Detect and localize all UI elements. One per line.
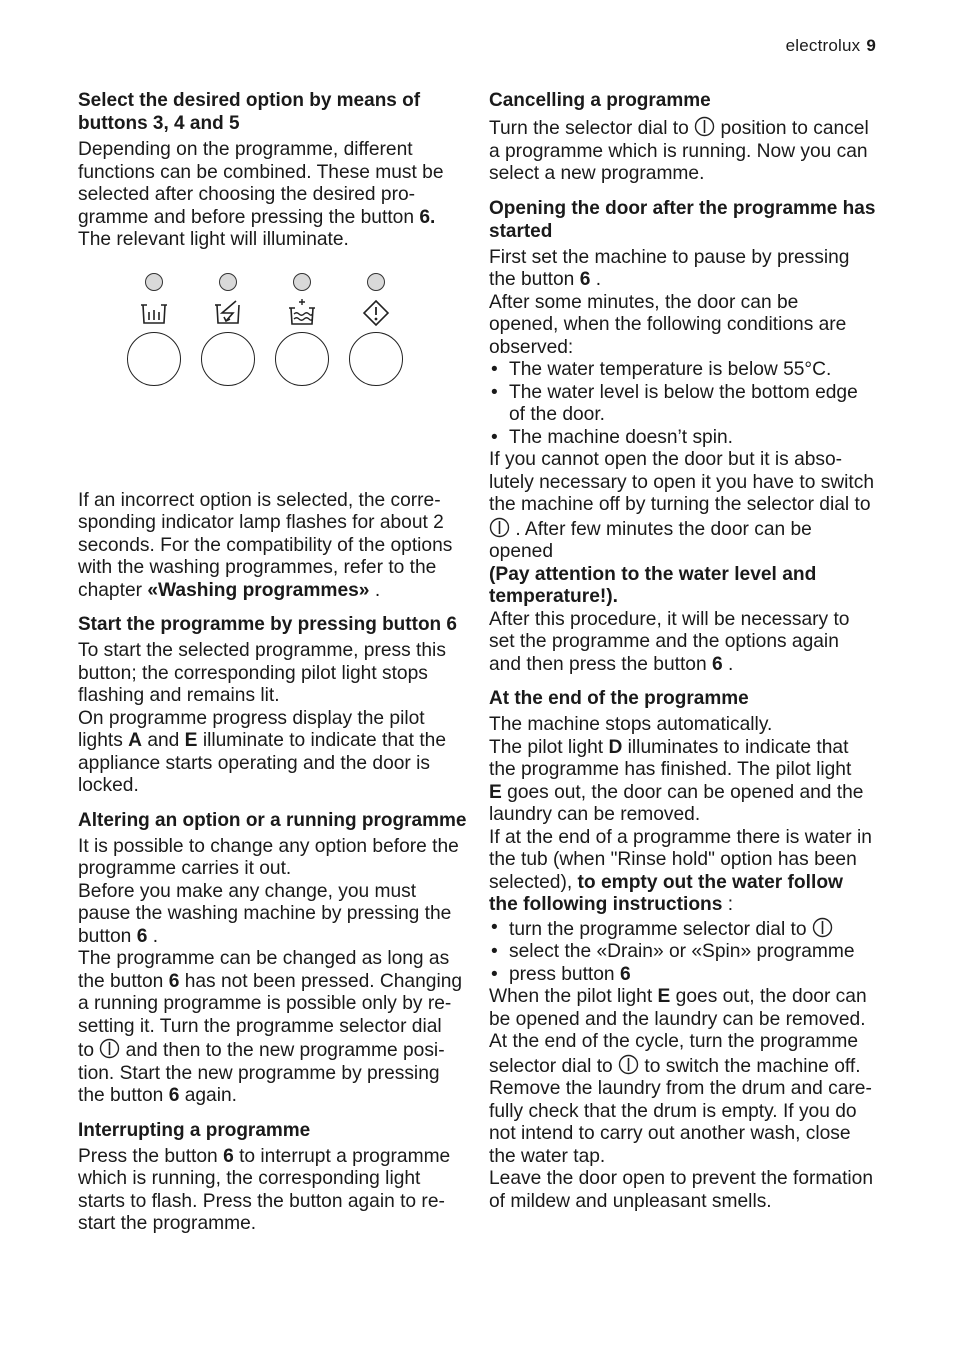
- paragraph-cancelling: Turn the selector dial to position to cancel a programme which is running. Now you can select a new programme.: [489, 118, 869, 184]
- indicator-lamp: [367, 273, 385, 291]
- paragraph-end-cycle: When the pilot light E goes out, the door can be opened and the laundry can be removed. At the end of the cycle, turn the programme selector dial to to switch the machine off. Remove the laundry from the drum and care- fully check that the drum is empty. If you do not intend to carry out another wash, close the water tap. Leave the door open to prevent the formation of mildew and unpleasant smells.: [489, 986, 874, 1212]
- paragraph-door-emergency: If you cannot open the door but it is abso- lutely necessary to open it you have to switch the machine off by turning the selector dial to . After few minutes the door can be opened (Pay attention to the water level and temperature!). After this procedure, it will be necessary to set the programme and the options again and then press the button 6 .: [489, 449, 875, 675]
- door-conditions-list: [489, 359, 879, 449]
- paragraph-incorrect-option: If an incorrect option is selected, the corre- sponding indicator lamp flashes for about 2 seconds. For the compatibility of the options with the washing programmes, refer to the chapter «Washing programmes» .: [78, 489, 453, 601]
- paragraph-end-programme: The machine stops automatically. The pilot light D illuminates to indicate that the programme has finished. The pilot light E goes out, the door can be opened and the laundry can be removed. If at the end of a programme there is water in the tub (when "Rinse hold" option has been selected), to empty out the water follow the following instructions :: [489, 714, 872, 915]
- selector-off-icon: [812, 917, 833, 938]
- list-item: • The water temperature is below 55°C.: [489, 359, 879, 382]
- heading-start-programme: Start the programme by pressing button 6: [78, 614, 457, 635]
- heading-opening-door: Opening the door after the programme has started: [489, 197, 876, 242]
- start-pause-button-6: [349, 332, 403, 386]
- rinse-hold-icon: [139, 299, 169, 327]
- list-item: • The machine doesn’t spin.: [489, 427, 879, 450]
- spin-reduction-icon: [213, 299, 243, 327]
- warning-note: (Pay attention to the water level and temperature!).: [489, 563, 817, 607]
- selector-off-icon: [489, 517, 510, 538]
- list-item: • press button 6: [489, 964, 879, 987]
- indicator-lamp: [293, 273, 311, 291]
- control-panel-illustration: [78, 256, 468, 466]
- indicator-lamp: [219, 273, 237, 291]
- brand-name: electrolux: [785, 36, 861, 55]
- extra-rinse-icon: [287, 299, 317, 327]
- option-button-5: [275, 332, 329, 386]
- paragraph-opening-door: First set the machine to pause by pressing the button 6 . After some minutes, the door can be opened, when the following conditions are observed:: [489, 246, 850, 358]
- heading-altering-option: Altering an option or a running programme: [78, 809, 467, 831]
- page-header: [786, 36, 876, 56]
- paragraph-altering-option: It is possible to change any option before the programme carries it out. Before you make any change, you must pause the washing machine by pressing the button 6 . The programme can be changed as long as the button 6 has not been pressed. Changing a running programme is possible only by re- setting it. Turn the programme selector dial to and then to the new programme posi- tion. Start the new programme by pressing the button 6 again.: [78, 835, 463, 1106]
- list-item: • select the «Drain» or «Spin» programme: [489, 941, 879, 964]
- heading-cancelling: Cancelling a programme: [489, 90, 711, 111]
- start-pause-icon: [361, 299, 391, 327]
- paragraph-interrupting: Press the button 6 to interrupt a programme which is running, the corresponding light starts to flash. Press the button again to re- start the programme.: [78, 1145, 451, 1234]
- option-button-4: [201, 332, 255, 386]
- indicator-lamp: [145, 273, 163, 291]
- drain-instructions-list: [489, 917, 879, 987]
- right-column: [489, 89, 879, 1213]
- selector-off-icon: [99, 1038, 120, 1059]
- page-number: 9: [866, 36, 876, 55]
- heading-select-option: Select the desired option by means of buttons 3, 4 and 5: [78, 90, 421, 134]
- heading-interrupting: Interrupting a programme: [78, 1119, 311, 1141]
- left-column: [78, 89, 468, 1236]
- paragraph-start-programme: To start the selected programme, press this button; the corresponding pilot light stops flashing and remains lit. On programme progress display the pilot lights A and E illuminate to indicate that the appliance starts operating and the door is locked.: [78, 640, 447, 796]
- option-button-3: [127, 332, 181, 386]
- heading-end-programme: At the end of the programme: [489, 688, 749, 709]
- list-item: • The water level is below the bottom edge of the door.: [489, 382, 879, 427]
- paragraph-select-option: Depending on the programme, different functions can be combined. These must be selected after choosing the desired pro- gramme and before pressing the button 6. The relevant light will illuminate.: [78, 139, 444, 250]
- list-item: • turn the programme selector dial to: [489, 917, 879, 942]
- selector-off-icon: [618, 1054, 639, 1075]
- selector-off-icon: [694, 116, 715, 137]
